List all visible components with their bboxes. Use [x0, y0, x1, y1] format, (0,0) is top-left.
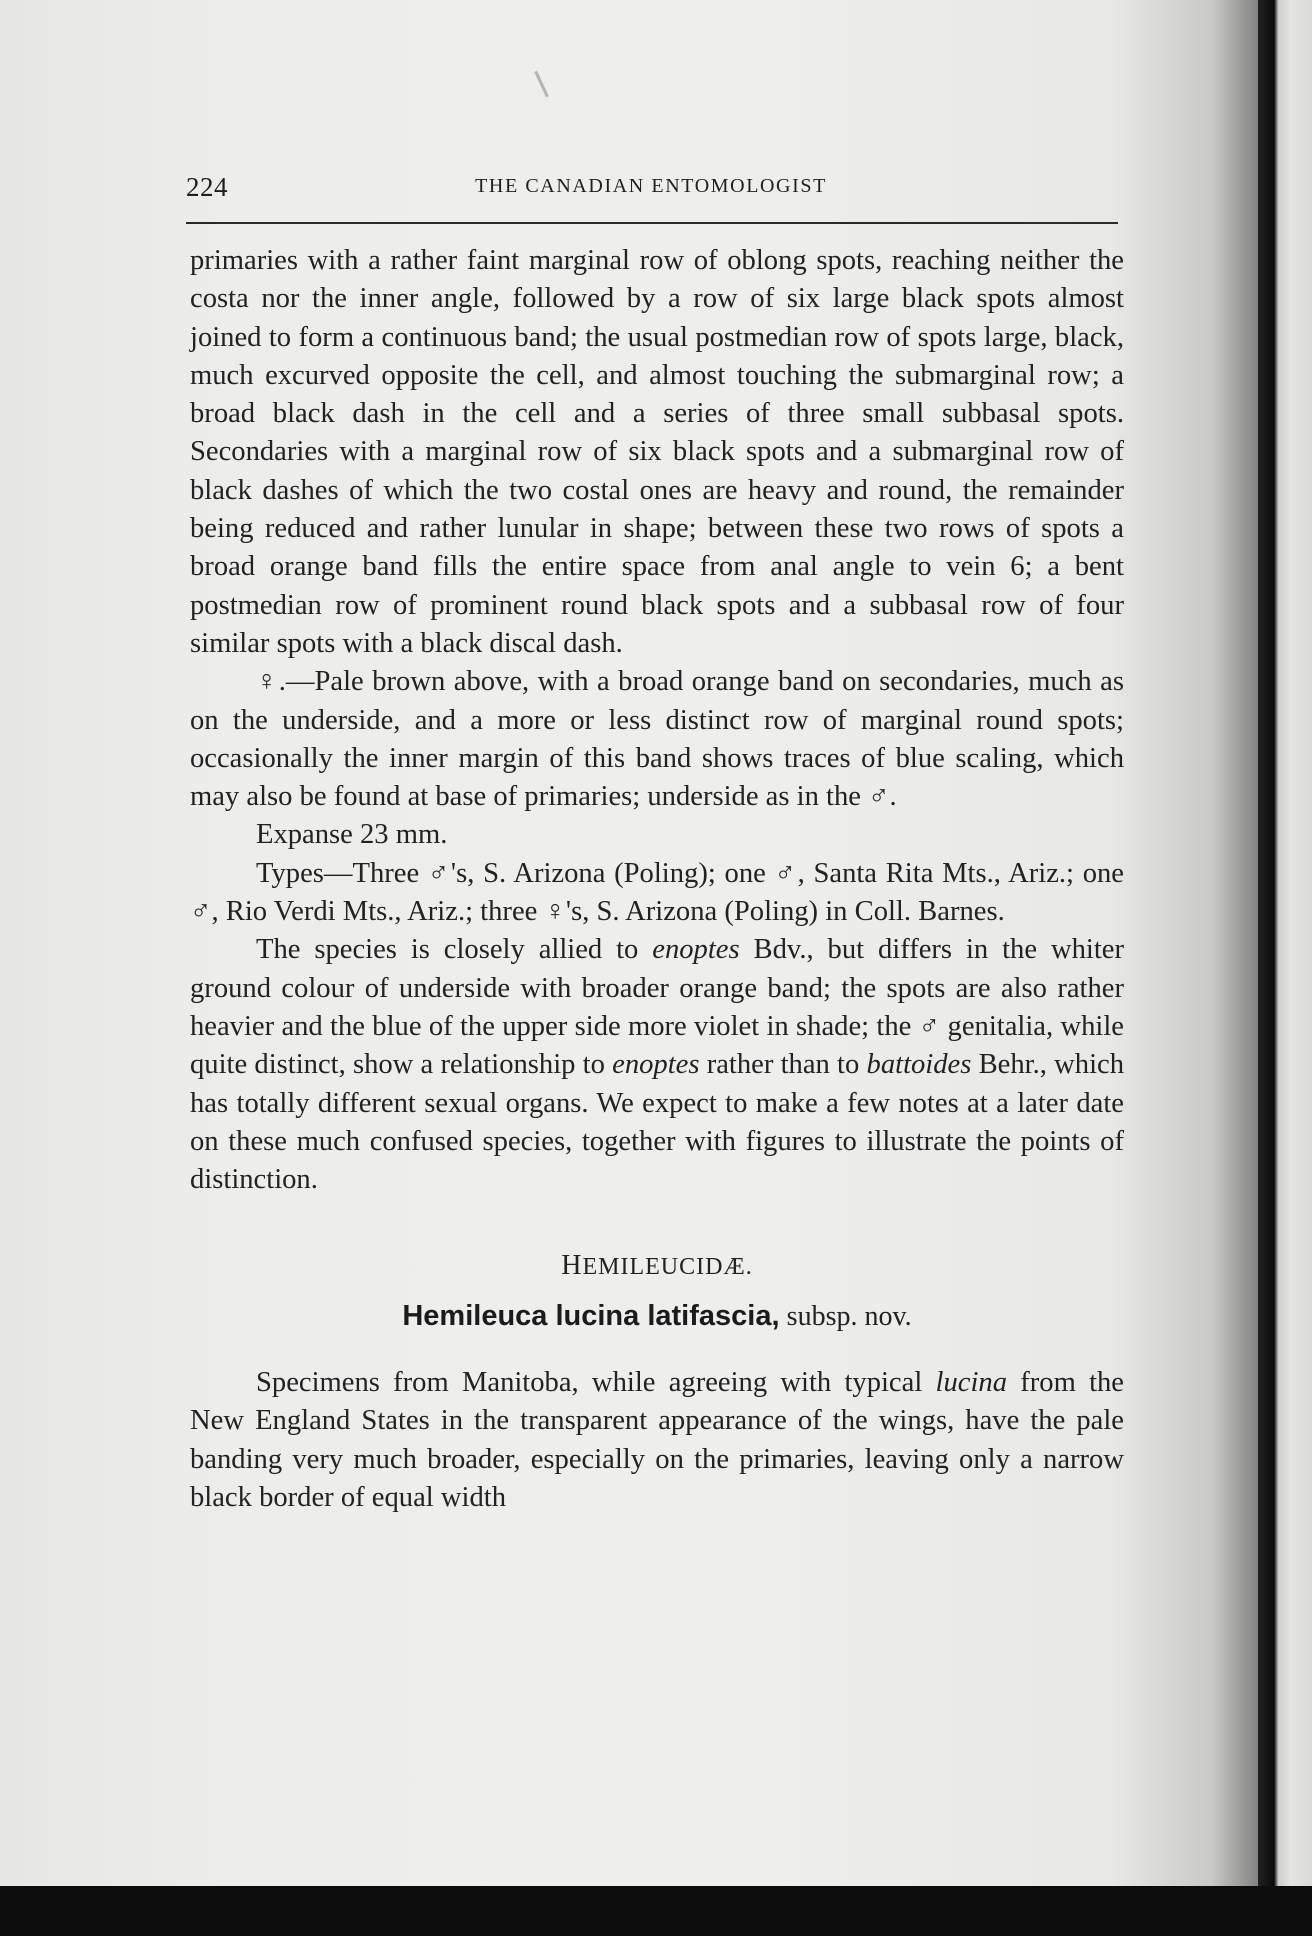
scan-border — [0, 1886, 1312, 1936]
taxon-name: enoptes — [652, 934, 740, 966]
journal-title: THE CANADIAN ENTOMOLOGIST — [475, 175, 827, 197]
paragraph-relationship — [190, 931, 1124, 1199]
taxon-name: lucina — [935, 1367, 1007, 1399]
paragraph-underside-description: primaries with a rather faint marginal row of oblong spots, reaching neither the costa nor the inner angle, followed by a row of six large black spots almost joined to form a continuous band; the usual postmedian row of spots large, black, much excurved opposite the cell, and almost touching the submarginal row; a broad black dash in the cell and a series of three small subbasal spots. Secondaries with a marginal row of six black spots and a submarginal row of black dashes of which the two costal ones are heavy and round, the remainder being reduced and rather lunular in shape; between these two rows of spots a broad orange band fills the entire space from anal angle to vein 6; a bent postmedian row of prominent round black spots and a subbasal row of four similar spots with a black discal dash. — [190, 245, 1124, 659]
taxon-name: enoptes — [612, 1049, 700, 1081]
species-name: Hemileuca lucina latifascia, — [402, 1299, 780, 1332]
text-run: rather than to — [699, 1049, 867, 1081]
taxon-name: battoides — [866, 1049, 972, 1081]
family-heading-rest: EMILEUCIDÆ. — [582, 1254, 753, 1281]
header-rule — [186, 222, 1118, 224]
paragraph-types: Types—Three ♂'s, S. Arizona (Poling); one ♂, Santa Rita Mts., Ariz.; one ♂, Rio Verdi Mts., Ariz.; three ♀'s, S. Arizona (Poling) in Coll. Barnes. — [190, 857, 1124, 928]
family-heading-initial: H — [561, 1250, 583, 1282]
family-heading — [190, 1247, 1124, 1286]
article-body — [190, 242, 1124, 1517]
paragraph-female-description: ♀.—Pale brown above, with a broad orange band on secondaries, much as on the underside, and a more or less distinct row of marginal round spots; occasionally the inner margin of this band shows traces of blue scaling, which may also be found at base of primaries; underside as in the ♂. — [190, 666, 1124, 813]
text-run: The species is closely allied to — [256, 934, 653, 966]
facing-page-edge — [1258, 0, 1312, 1936]
running-head — [186, 172, 1116, 208]
species-status: subsp. nov. — [786, 1300, 912, 1332]
paragraph-expanse: Expanse 23 mm. — [256, 819, 448, 851]
page-number: 224 — [186, 172, 228, 202]
species-heading — [190, 1297, 1124, 1336]
text-run: Bdv., but differs in the whiter ground colour of underside with broader orange band; the spots are also rather heavier and the blue of the upper side more violet in shade; the ♂ genitalia, while quite distinct, show a relationship to — [190, 934, 1124, 1081]
paragraph-manitoba-specimens — [190, 1364, 1124, 1517]
paper-blemish — [534, 71, 549, 98]
text-run: from the New England States in the transparent appearance of the wings, have the pale banding very much broader, especially on the primaries, leaving only a narrow black border of equal width — [190, 1367, 1125, 1513]
text-run: Specimens from Manitoba, while agreeing with typical — [256, 1367, 936, 1399]
text-run: Behr., which has totally different sexual organs. We expect to make a few notes at a later date on these much confused species, together with figures to illustrate the points of distinction. — [190, 1049, 1124, 1196]
